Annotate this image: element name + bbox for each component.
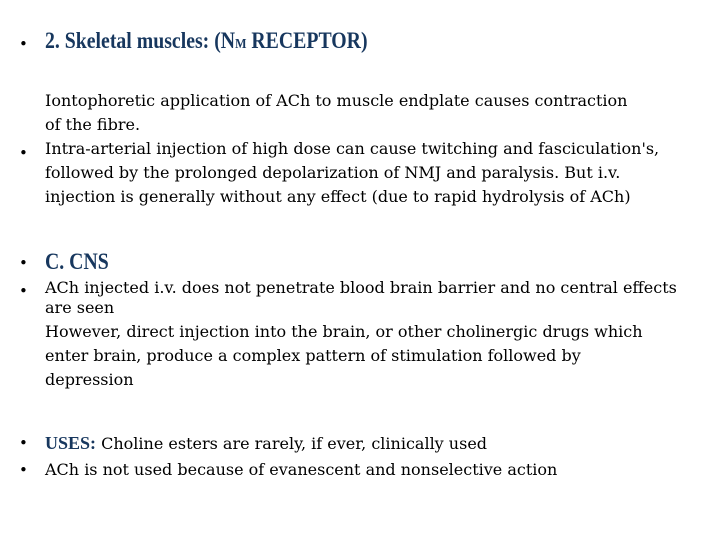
- uses-line: [45, 431, 705, 456]
- bullet: •: [19, 35, 28, 53]
- body-line: Iontophoretic application of ACh to muscle endplate causes contraction: [45, 91, 628, 110]
- bullet: •: [19, 434, 28, 452]
- body-line: ACh injected i.v. does not penetrate blood brain barrier and no central effects: [45, 278, 677, 297]
- body-line: are seen: [45, 298, 115, 317]
- body-line: However, direct injection into the brain, or other cholinergic drugs which: [45, 322, 643, 341]
- body-line: Intra-arterial injection of high dose can cause twitching and fasciculation's,: [45, 139, 660, 158]
- uses-text: Choline esters are rarely, if ever, clinically used: [96, 434, 488, 453]
- body-line: enter brain, produce a complex pattern of stimulation followed by: [45, 346, 581, 365]
- body-line: depression: [45, 370, 134, 389]
- bullet: •: [19, 144, 28, 162]
- body-line: of the fibre.: [45, 115, 141, 134]
- bullet: •: [19, 254, 28, 272]
- skeletal-muscles-heading: 2. Skeletal muscles: (NM RECEPTOR): [45, 28, 368, 53]
- skeletal-paragraph: [45, 89, 705, 209]
- body-line: followed by the prolonged depolarization of NMJ and paralysis. But i.v.: [45, 163, 621, 182]
- bullet: •: [19, 461, 28, 479]
- body-line: injection is generally without any effect (due to rapid hydrolysis of ACh): [45, 187, 631, 206]
- ach-not-used-line: ACh is not used because of evanescent and nonselective action: [45, 460, 558, 479]
- cns-heading: C. CNS: [45, 249, 109, 274]
- uses-label: USES:: [45, 433, 97, 453]
- bullet: •: [19, 282, 28, 300]
- cns-paragraph: [45, 280, 705, 392]
